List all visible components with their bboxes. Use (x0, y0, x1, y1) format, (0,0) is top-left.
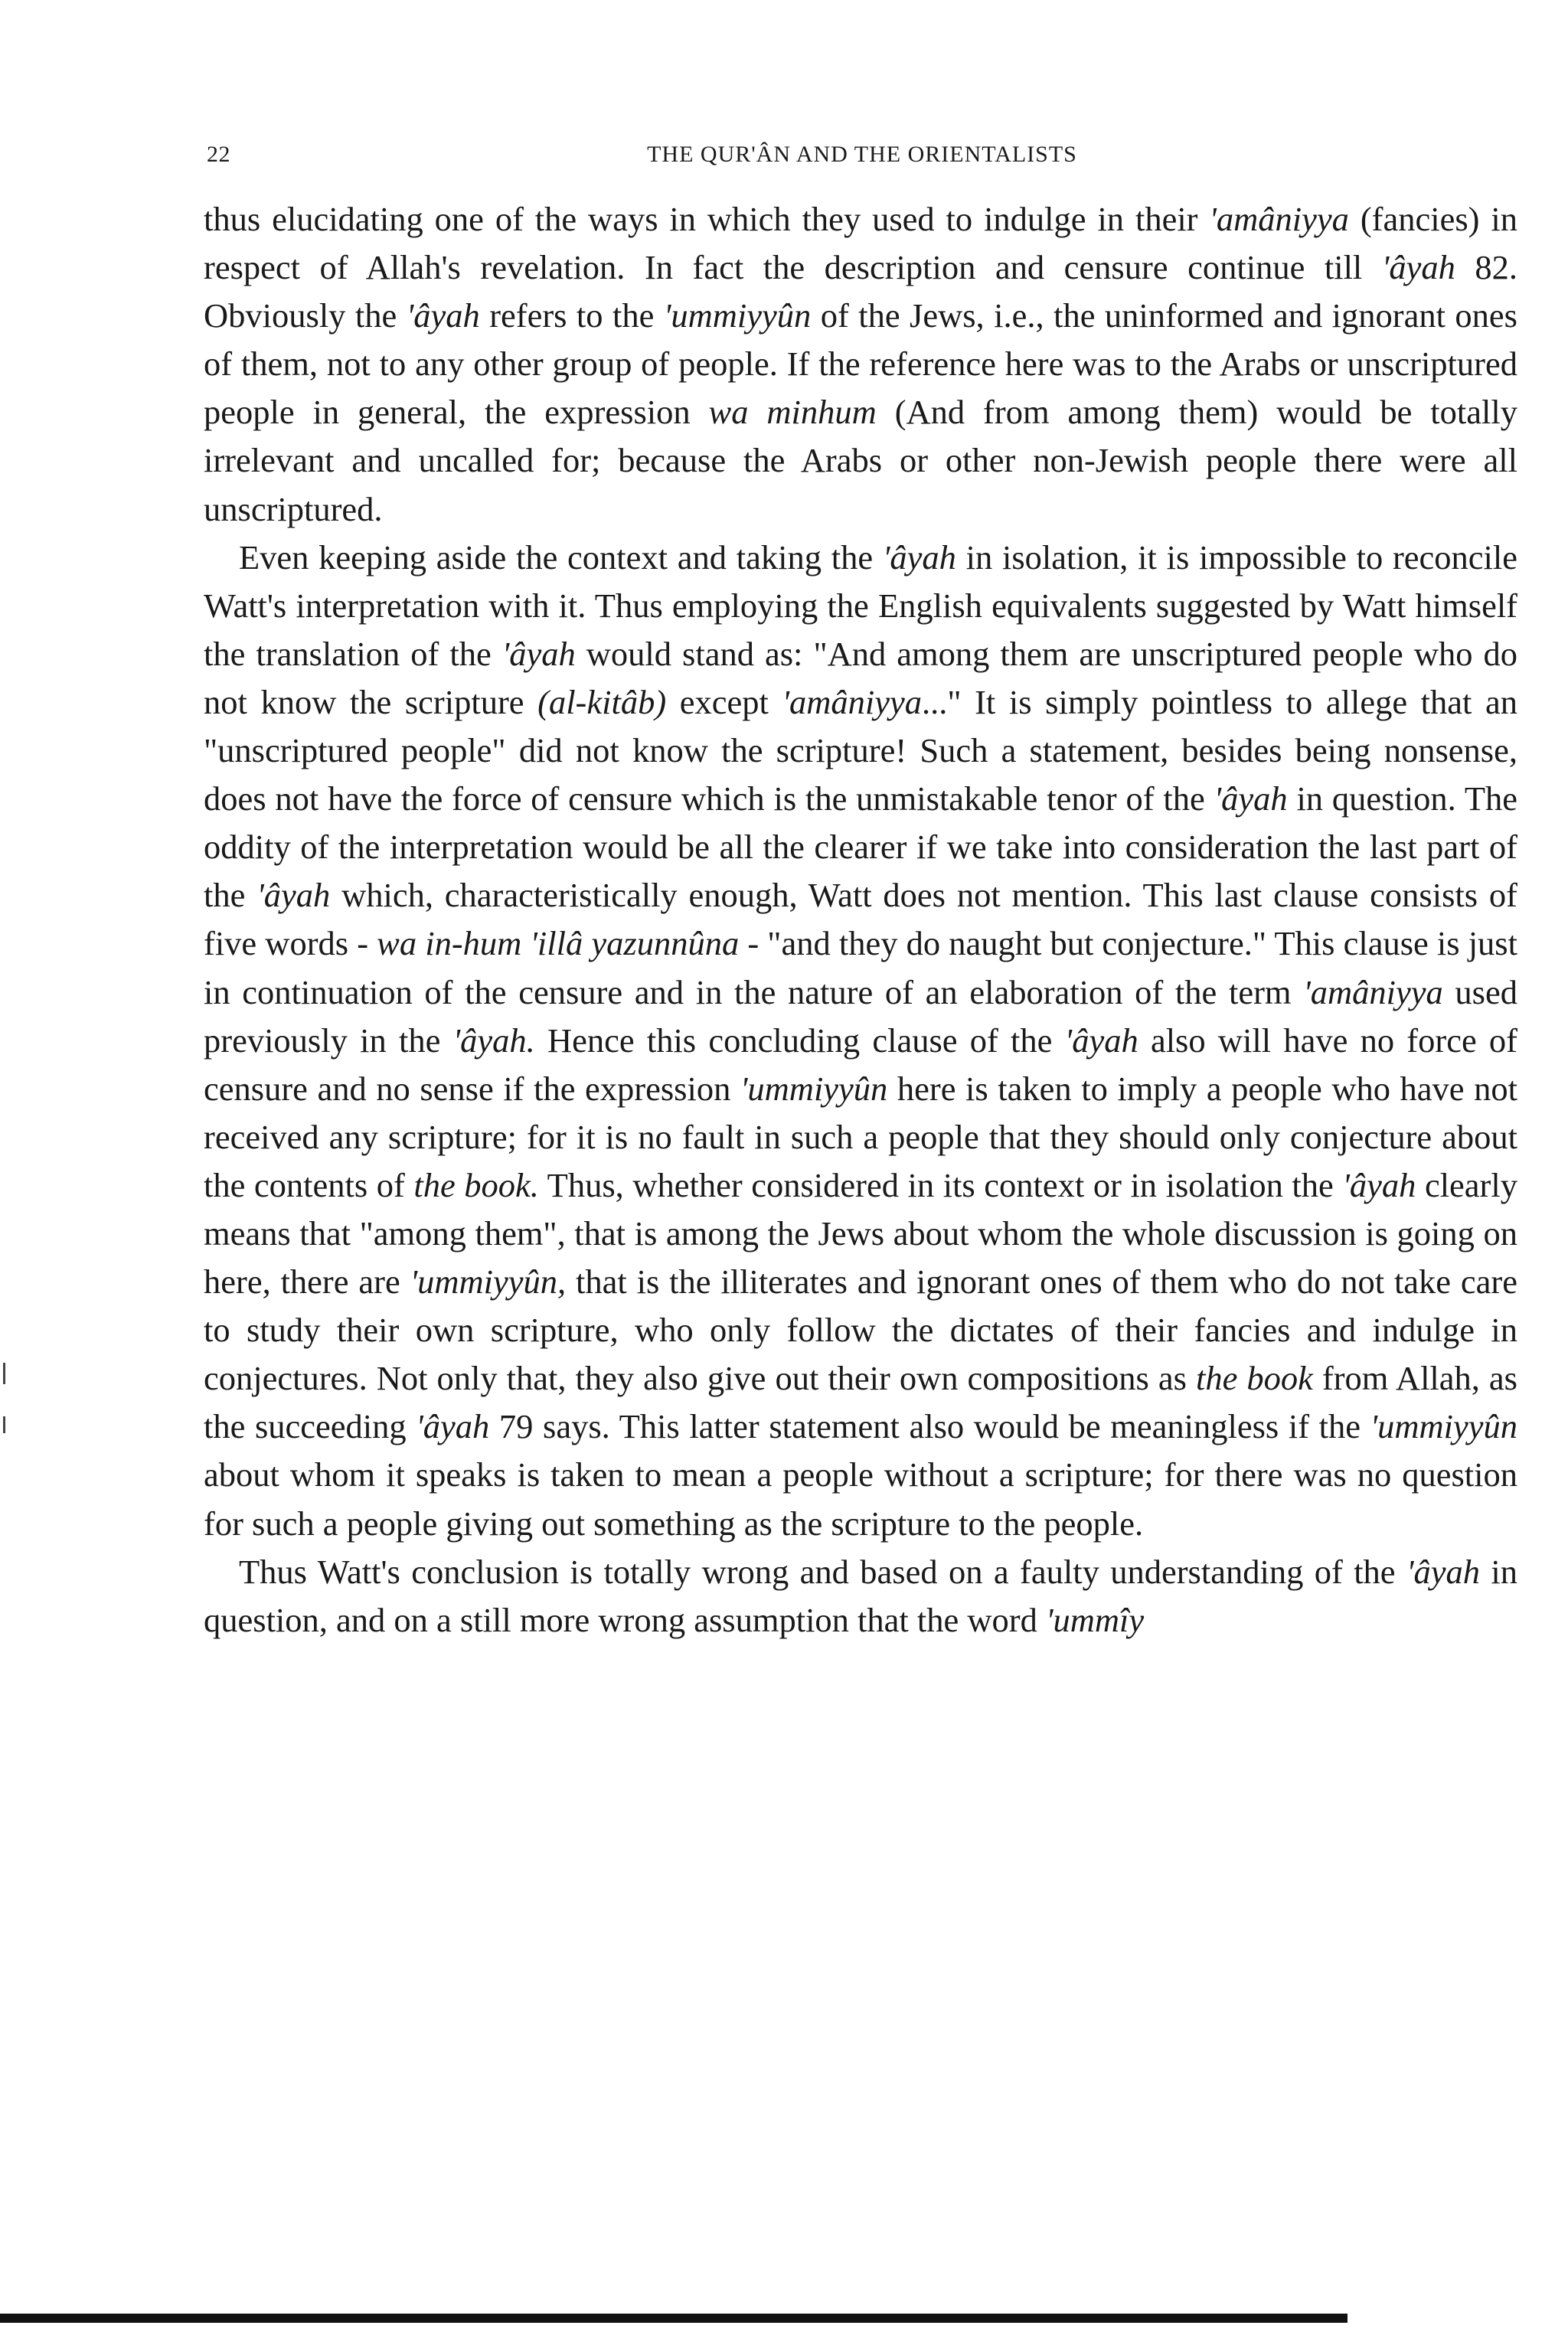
italic-term: 'amâniyya (782, 682, 922, 721)
text-run: here is taken to imply a people who have not received any scripture; for it is no fault in such a people that they should only conjecture about the contents of (204, 1069, 1517, 1204)
italic-term: 'âyah (1381, 248, 1455, 287)
italic-term: the book. (413, 1165, 539, 1204)
text-run: (And from among them) would be totally irrelevant and uncalled for; because the Arabs or other non-Jewish people there were all unscriptured. (204, 393, 1517, 528)
italic-term: 'âyah (406, 296, 480, 335)
body-text (204, 195, 1517, 1644)
running-title: THE QUR'ÂN AND THE ORIENTALISTS (647, 142, 1077, 167)
scan-bottom-rule (0, 2314, 1348, 2323)
italic-term: 'ummiyyûn, (410, 1262, 567, 1302)
text-run: Thus, whether considered in its context or in isolation the (538, 1165, 1343, 1204)
page-header (207, 142, 1517, 178)
text-run: about whom it speaks is taken to mean a people without a scripture; for there was no question for such a people giving out something as the scripture to the people. (204, 1455, 1517, 1543)
italic-term: 'âyah. (452, 1021, 535, 1060)
text-run: Thus Watt's conclusion is totally wrong and based on a faulty understanding of the (239, 1552, 1406, 1591)
text-run: used previously in the (204, 972, 1517, 1060)
text-run: would stand as: "And among them are unscriptured people who do not know the scripture (204, 634, 1517, 721)
scan-edge-mark (3, 1363, 5, 1384)
italic-term: 'âyah (256, 876, 331, 915)
text-run: of the Jews, i.e., the uninformed and ignorant ones of them, not to any other group of people. If the reference here was to the Arabs or unscriptured people in general, the expression (204, 296, 1518, 432)
text-run: which, characteristically enough, Watt does not mention. This last clause consists of five words - (204, 876, 1517, 963)
italic-term: wa in-hum 'illâ yazunnûna (377, 924, 740, 963)
scan-edge-mark (3, 1416, 5, 1433)
italic-term: wa minhum (708, 393, 877, 432)
text-run: (fancies) in respect of Allah's revelation. In fact the description and censure continue till (204, 200, 1517, 287)
text-run: 82. Obviously the (204, 248, 1518, 335)
text-run: 79 says. This latter statement also would be meaningless if the (489, 1407, 1370, 1446)
text-run: that is the illiterates and ignorant ones of them who do not take care to study their own scripture, who only follow the dictates of their fancies and indulge in conjectures. Not only that, they also give out their own compositions as (204, 1262, 1518, 1398)
text-run: ..." It is simply pointless to allege that an "unscriptured people" did not know the scripture! Such a statement, besides being nonsense, does not have the force of censure which is the unmistakable tenor of the (204, 682, 1517, 818)
text-run: clearly means that "among them", that is among the Jews about whom the whole discussion is going on here, there are (204, 1165, 1517, 1302)
text-run: Hence this concluding clause of the (534, 1021, 1065, 1060)
italic-term: 'âyah (501, 634, 576, 673)
italic-term: 'âyah (416, 1407, 490, 1446)
italic-term: 'ummiyyûn (740, 1069, 888, 1108)
italic-term: 'âyah (1406, 1552, 1480, 1591)
text-run: in question. The oddity of the interpretation would be all the clearer if we take into consideration the last part of the (204, 779, 1518, 915)
italic-term: 'ummiyyûn (1370, 1407, 1517, 1446)
paragraph (204, 534, 1517, 1548)
italic-term: 'amâniyya (1209, 200, 1349, 238)
text-run: also will have no force of censure and no sense if the expression (204, 1021, 1517, 1108)
italic-term: 'âyah (882, 537, 956, 576)
text-run: thus elucidating one of the ways in which they used to indulge in their (204, 200, 1210, 238)
text-run: Even keeping aside the context and taking the (239, 537, 883, 576)
text-run: - "and they do naught but conjecture." This clause is just in continuation of the censure and in the nature of an elaboration of the term (204, 924, 1517, 1011)
italic-term: 'amâniyya (1303, 972, 1443, 1011)
italic-term: 'ummîy (1045, 1600, 1145, 1639)
italic-term: (al-kitâb) (537, 682, 667, 721)
italic-term: the book (1195, 1359, 1313, 1398)
text-run: refers to the (479, 296, 664, 335)
text-run: from Allah, as the succeeding (204, 1359, 1517, 1446)
page-number: 22 (207, 142, 230, 167)
text-run: except (666, 682, 782, 721)
paragraph (204, 1548, 1517, 1644)
italic-term: 'âyah (1342, 1165, 1416, 1204)
italic-term: 'ummiyyûn (663, 296, 812, 335)
italic-term: 'âyah (1214, 779, 1288, 818)
paragraph (204, 195, 1517, 534)
text-run: in isolation, it is impossible to reconcile Watt's interpretation with it. Thus employing the English equivalents suggested by Watt himself the translation of the (204, 537, 1517, 673)
text-run: in question, and on a still more wrong assumption that the word (204, 1552, 1517, 1639)
italic-term: 'âyah (1064, 1021, 1138, 1060)
